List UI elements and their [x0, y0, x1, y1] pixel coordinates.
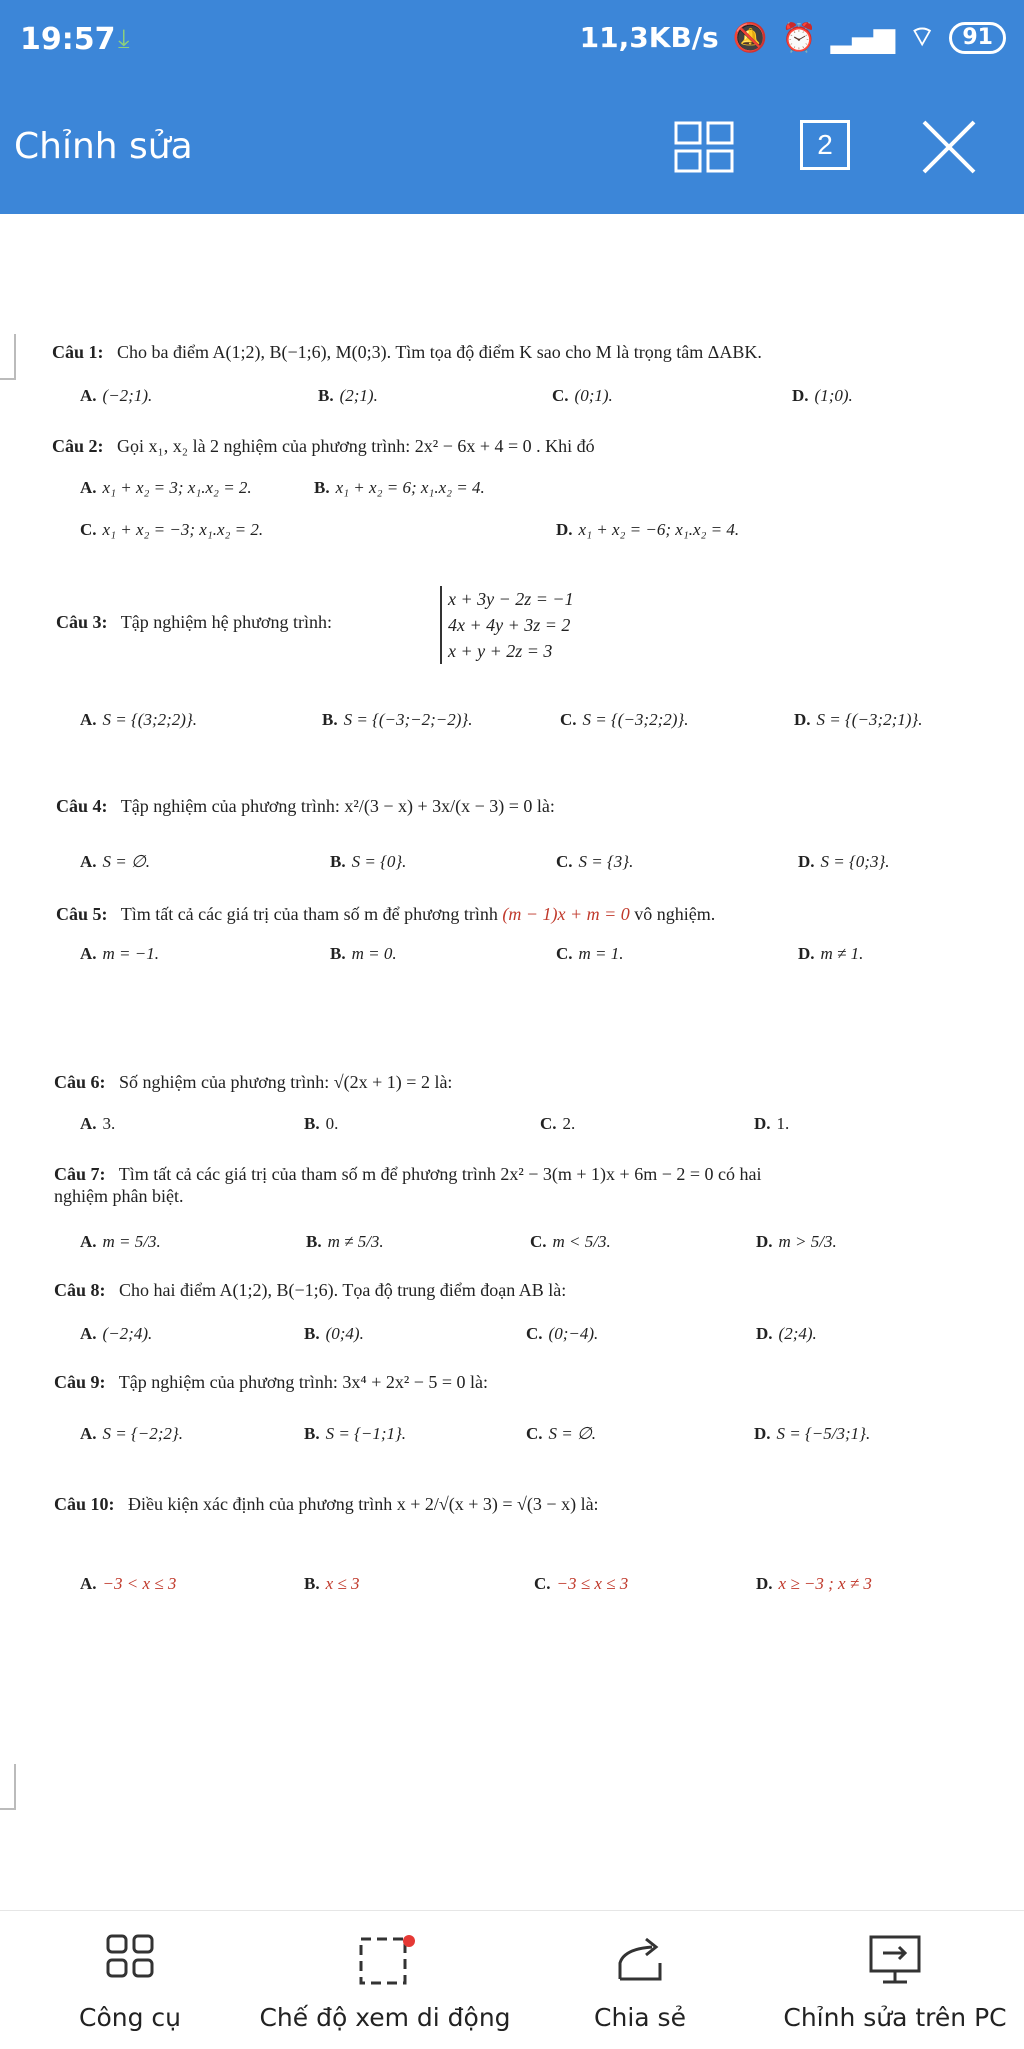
- alarm-icon: ⏰: [781, 21, 817, 54]
- highlighted-equation: (m − 1)x + m = 0: [502, 904, 630, 924]
- option-4c: C. S = {3}.: [556, 852, 634, 871]
- option-9a: A. S = {−2;2}.: [80, 1424, 183, 1443]
- question-5: Câu 5: Tìm tất cả các giá trị của tham số m để phương trình (m − 1)x + m = 0 vô nghiệm.: [56, 904, 716, 924]
- option-3d: D. S = {(−3;2;1)}.: [794, 710, 923, 729]
- option-1a: A. (−2;1).: [80, 386, 153, 405]
- option-8d: D. (2;4).: [756, 1324, 817, 1343]
- bottom-toolbar: [0, 1910, 1024, 2049]
- option-9d: D. S = {−5/3;1}.: [754, 1424, 871, 1443]
- status-time: 19:57: [20, 22, 116, 57]
- option-2b: B. x₁ + x₂ = 6; x₁.x₂ = 4.: [314, 478, 485, 497]
- question-8: Câu 8: Cho hai điểm A(1;2), B(−1;6). Tọa độ trung điểm đoạn AB là:: [54, 1280, 567, 1300]
- option-5a: A. m = −1.: [80, 944, 160, 963]
- option-5c: C. m = 1.: [556, 944, 624, 963]
- option-8a: A. (−2;4).: [80, 1324, 153, 1343]
- status-indicators: [580, 20, 1006, 55]
- option-3b: B. S = {(−3;−2;−2)}.: [322, 710, 473, 729]
- option-4d: D. S = {0;3}.: [798, 852, 890, 871]
- question-7: Câu 7: Tìm tất cả các giá trị của tham số m để phương trình 2x² − 3(m + 1)x + 6m − 2 = 0 có hai: [54, 1164, 762, 1184]
- share-button[interactable]: Chia sẻ: [560, 1911, 720, 2049]
- page-edge-mark: [0, 1764, 16, 1810]
- option-3c: C. S = {(−3;2;2)}.: [560, 710, 689, 729]
- option-6d: D. 1.: [754, 1114, 790, 1133]
- option-10d: D. x ≥ −3 ; x ≠ 3: [756, 1574, 872, 1593]
- question-3: Câu 3: Tập nghiệm hệ phương trình:: [56, 612, 332, 632]
- app-bar: [0, 82, 1024, 214]
- option-7d: D. m > 5/3.: [756, 1232, 837, 1251]
- option-1d: D. (1;0).: [792, 386, 853, 405]
- option-2c: C. x₁ + x₂ = −3; x₁.x₂ = 2.: [80, 520, 264, 539]
- option-7c: C. m < 5/3.: [530, 1232, 611, 1251]
- network-speed: 11,3KB/s: [579, 21, 719, 54]
- option-2a: A. x₁ + x₂ = 3; x₁.x₂ = 2.: [80, 478, 252, 497]
- option-7b: B. m ≠ 5/3.: [306, 1232, 384, 1251]
- battery-badge: 91: [949, 22, 1006, 54]
- option-10c: C. −3 ≤ x ≤ 3: [534, 1574, 629, 1593]
- option-6c: C. 2.: [540, 1114, 576, 1133]
- option-9c: C. S = ∅.: [526, 1424, 597, 1443]
- desktop-icon: [865, 1933, 925, 1992]
- option-10b: B. x ≤ 3: [304, 1574, 360, 1593]
- mobile-view-button[interactable]: Chế độ xem di động: [250, 1911, 520, 2049]
- option-4a: A. S = ∅.: [80, 852, 151, 871]
- question-7-continued: nghiệm phân biệt.: [54, 1186, 184, 1206]
- page-edge-mark: [0, 334, 16, 380]
- status-bar: [0, 0, 1024, 82]
- question-2: Câu 2: Gọi x₁, x₂ là 2 nghiệm của phương trình: 2x² − 6x + 4 = 0 . Khi đó: [52, 436, 595, 456]
- option-10a: A. −3 < x ≤ 3: [80, 1574, 177, 1593]
- option-9b: B. S = {−1;1}.: [304, 1424, 407, 1443]
- option-1c: C. (0;1).: [552, 386, 613, 405]
- wifi-icon: ⌔: [909, 20, 936, 53]
- option-2d: D. x₁ + x₂ = −6; x₁.x₂ = 4.: [556, 520, 740, 539]
- question-4: Câu 4: Tập nghiệm của phương trình: x²/(3 − x) + 3x/(x − 3) = 0 là:: [56, 796, 555, 816]
- option-6b: B. 0.: [304, 1114, 339, 1133]
- option-5d: D. m ≠ 1.: [798, 944, 864, 963]
- page-title: Chỉnh sửa: [14, 126, 193, 167]
- edit-on-pc-button[interactable]: Chỉnh sửa trên PC: [770, 1911, 1020, 2049]
- option-4b: B. S = {0}.: [330, 852, 407, 871]
- share-icon: [612, 1933, 668, 1990]
- question-1: Câu 1: Cho ba điểm A(1;2), B(−1;6), M(0;3). Tìm tọa độ điểm K sao cho M là trọng tâm ΔABK.: [52, 342, 762, 362]
- question-10: Câu 10: Điều kiện xác định của phương trình x + 2/√(x + 3) = √(3 − x) là:: [54, 1494, 599, 1514]
- option-1b: B. (2;1).: [318, 386, 378, 405]
- mobile-view-icon: [353, 1933, 417, 1994]
- question-6: Câu 6: Số nghiệm của phương trình: √(2x + 1) = 2 là:: [54, 1072, 453, 1092]
- equation-system: x + 3y − 2z = −1 4x + 4y + 3z = 2 x + y + 2z = 3: [440, 586, 574, 664]
- option-5b: B. m = 0.: [330, 944, 397, 963]
- tools-button[interactable]: Công cụ: [40, 1911, 220, 2049]
- download-icon: ⤓: [118, 24, 130, 54]
- option-8c: C. (0;−4).: [526, 1324, 599, 1343]
- mute-icon: 🔕: [732, 21, 768, 54]
- option-6a: A. 3.: [80, 1114, 116, 1133]
- question-9: Câu 9: Tập nghiệm của phương trình: 3x⁴ + 2x² − 5 = 0 là:: [54, 1372, 489, 1392]
- option-3a: A. S = {(3;2;2)}.: [80, 710, 197, 729]
- close-icon[interactable]: [918, 116, 980, 178]
- option-7a: A. m = 5/3.: [80, 1232, 161, 1251]
- option-8b: B. (0;4).: [304, 1324, 364, 1343]
- signal-icon: ▂▄▆: [830, 21, 896, 54]
- page-count-button[interactable]: 2: [800, 120, 850, 170]
- document-page[interactable]: [0, 214, 1024, 1910]
- grid-view-icon[interactable]: [672, 120, 736, 174]
- tools-icon: [102, 1933, 158, 1986]
